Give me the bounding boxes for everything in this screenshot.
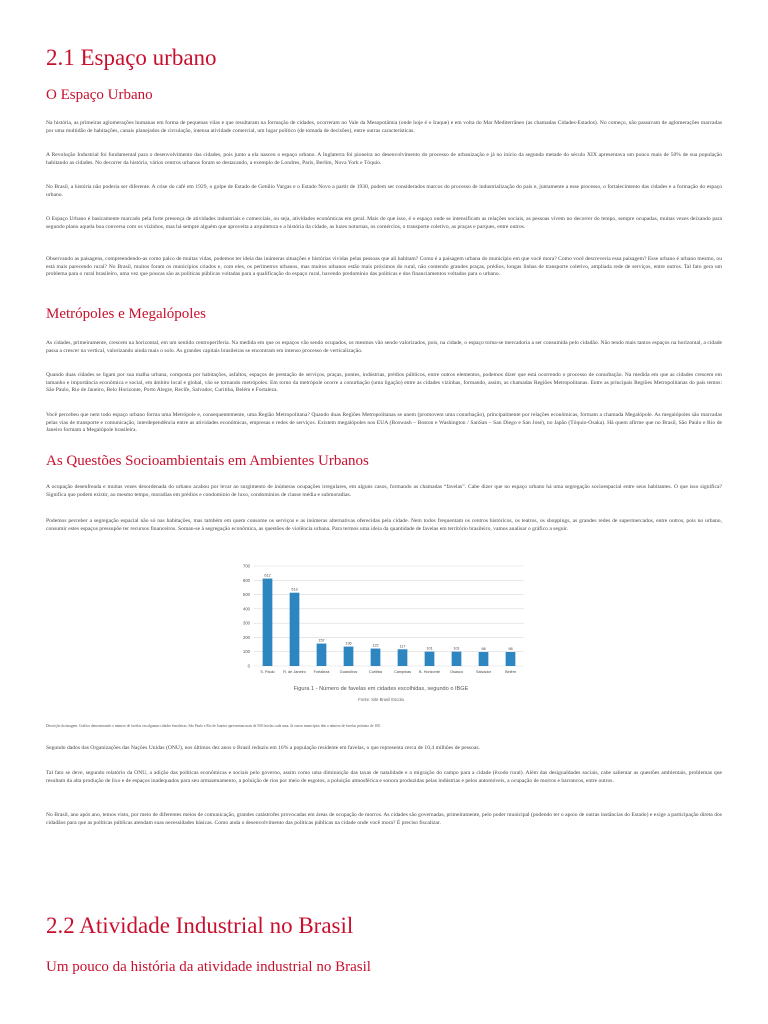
- paragraph: No Brasil, ano após ano, temos visto, por meio de diferentes meios de comunicação, grandes catástrofes provocadas em áreas de ocupação de morros. As cidades são governadas, primeiramente, pelo poder municipal (podendo ter o apoio de outras instâncias do Estado) e exige a participação direta dos cidadãos para que as políticas públicas atendam suas necessidades básicas. Como anda o desenvolvimento das políticas públicas na cidade onde você mora? É preciso fiscalizar.: [46, 812, 722, 826]
- paragraph: Tal fato se deve, segundo relatório da ONU, a adição das políticas econômicas e sociais pelo governo, assim como uma diminuição das taxas de natalidade e a migração do campo para a cidade (êxodo rural). Além das desigualdades sociais, cabe salientar as questões ambientais, problemas que resultam da alta produção de lixo e de espaços inadequados para seu armazenamento, a poluição de rios por meio de esgotos, a poluição atmosférica e sonora produzidas pelas indústrias e pelos automóveis, a ocupação de morros e barrancos, entre outros.: [46, 770, 722, 784]
- paragraph: A ocupação desenfreada e muitas vezes desordenada do urbano acabou por levar ao surgimento de inúmeras ocupações irregulares, em alguns casos, formando as chamadas “favelas”. Cabe dizer que no espaço urbano há uma segregação socioespacial entre seus habitantes. O que isso significa? Significa que podem existir, ao mesmo tempo, moradias em prédios e condomínio de luxo, condomínios de classe média e submoradias.: [46, 484, 722, 498]
- data-label: 98: [481, 647, 486, 651]
- bar: [317, 644, 327, 666]
- x-tick-label: Fortaleza: [313, 670, 330, 674]
- chart-svg: [232, 558, 530, 684]
- data-label: 513: [291, 587, 298, 592]
- paragraph: As cidades, primeiramente, crescem na horizontal, em um sentido centroperiferia. Na medida em que os espaços vão sendo ocupados, os mesmos vão sendo valorizados, pois, na cidade, o espaço torna-se mercadoria a ser consumida pelo cidadão. Não tendo mais tantos espaços na horizontal, a cidade passa a crescer na vertical, valorizando ainda mais o solo. As grandes capitais brasileiras se encontram em intenso processo de verticalização.: [46, 340, 722, 354]
- image-description: Descrição da imagem: Gráfico demonstrando o número de favelas em algumas cidades brasileiras. São Paulo e Rio de Janeiro apresentam mais de 500 favelas cada uma. Já outros municípios têm o número de favelas próximo de 100.: [46, 724, 381, 728]
- x-tick-label: S. Paulo: [260, 670, 275, 674]
- bar: [371, 649, 381, 666]
- x-tick-label: Curitiba: [368, 670, 383, 674]
- data-label: 612: [264, 573, 271, 578]
- y-tick-label: 500: [243, 592, 250, 598]
- section-title: 2.1 Espaço urbano: [46, 45, 217, 70]
- bar: [398, 649, 408, 666]
- data-label: 157: [318, 638, 325, 643]
- x-tick-label: B. Horizonte: [419, 670, 440, 674]
- data-label: 101: [453, 646, 460, 651]
- bar: [344, 647, 354, 666]
- paragraph: No Brasil, a história não poderia ser diferente. A crise do café em 1929, o golpe de Estado de Getúlio Vargas e o Estado Novo a partir de 1930, podem ser considerados marcos do processo de industrialização do país e, juntamente a esse processo, o fortalecimento das cidades e a formação do espaço urbano.: [46, 184, 722, 198]
- paragraph: A Revolução Industrial foi fundamental para o desenvolvimento das cidades, pois junto a ela nasceu o espaço urbano. A Inglaterra foi pioneira no desenvolvimento do processo de urbanização e já no início da segunda metade do século XIX apresentava um pouco mais de 50% de sua população habitando as cidades. No decorrer da história, vários centros urbanos foram se destacando, a exemplo de Londres, Paris, Berlim, Nova York e Tóquio.: [46, 152, 722, 166]
- paragraph: Segundo dados das Organizações das Nações Unidas (ONU), nos últimos dez anos o Brasil reduziu em 16% a população residente em favelas, o que representa cerca de 10,4 milhões de pessoas.: [46, 745, 480, 751]
- x-tick-label: Belém: [505, 670, 516, 674]
- bar: [452, 652, 462, 666]
- paragraph: Quando duas cidades se ligam por sua malha urbana, composta por habitações, asfaltos, espaços de prestação de serviços, praças, pontes, indústrias, prédios públicos, entre outros elementos, podemos dizer que está ocorrendo o processo de conurbação. Na medida em que as cidades crescem em tamanho e importância econômica e social, em âmbito local e global, vão se tornando metrópoles. Em torno da metrópole ocorre a conurbação (uma ligação) entre as cidades vizinhas, formando, assim, as chamadas Regiões Metropolitanas. Entre as principais Regiões Metropolitanas do país temos: São Paulo, Rio de Janeiro, Belo Horizonte, Porto Alegre, Recife, Salvador, Curitiba, Belém e Fortaleza.: [46, 372, 722, 394]
- bar: [290, 593, 300, 666]
- paragraph: Na história, as primeiras aglomerações humanas em forma de pequenas vilas e que resultaram na formação de cidades, ocorreram no Vale da Mesopotâmia (onde hoje é o Iraque) e em volta do Mar Mediterrâneo (as chamadas Cidades-Estados). No começo, não passavam de aglomerações marcadas por uma multidão de habitações, canais planejados de circulação, intensa atividade comercial, um lugar político (de tomada de decisões), entre outras características.: [46, 120, 722, 134]
- y-tick-label: 400: [243, 606, 250, 612]
- bar: [263, 579, 273, 666]
- bar: [506, 652, 516, 666]
- y-tick-label: 0: [247, 663, 250, 669]
- data-label: 98: [508, 647, 513, 651]
- paragraph: Observando as paisagens, compreendendo-as como palco de muitas vidas, podemos ter ideia das inúmeras situações e histórias vividas pelas pessoas que ali habitam? Como é a paisagem urbana do município em que você mora? Como você descreveria essa paisagem? Esse urbano é urbano mesmo, ou está mais parecendo rural? No Brasil, muitos foram os municípios criados e, com eles, os perímetros urbanos, mas muitos urbanos estão mais próximos do rural, não contendo grandes praças, prédios, longas linhas de transporte coletivo, ampliada rede de serviços, entre outros. Tal fato gera um problema para o rural brasileiro, uma vez que poucas são as políticas públicas voltadas para a qualificação do espaço rural, havendo predomínio das políticas e dos financiamentos voltados para o urbano.: [46, 256, 722, 278]
- favelas-bar-chart: [232, 558, 530, 718]
- data-label: 136: [345, 641, 352, 646]
- x-tick-label: R. de Janeiro: [283, 670, 306, 674]
- data-label: 117: [399, 644, 406, 649]
- y-tick-label: 600: [243, 577, 250, 583]
- y-tick-label: 200: [243, 634, 250, 640]
- data-label: 101: [426, 646, 433, 651]
- x-tick-label: Guarulhos: [339, 670, 358, 674]
- y-tick-label: 700: [243, 563, 250, 569]
- bar: [479, 652, 489, 666]
- x-tick-label: Osasco: [450, 670, 463, 674]
- bar: [425, 652, 435, 666]
- paragraph: O Espaço Urbano é basicamente marcado pela forte presença de atividades industriais e comerciais, ou seja, atividades econômicas em geral. Mais do que isso, é o espaço onde se intensificam as relações sociais, as pessoas vivem no decorrer do tempo, sempre ocupadas, muitas vezes deixando para segundo plano aquela boa conversa com os vizinhos, mas há sempre alguém que aproveita a arquitetura e a história da cidade, as luzes noturnas, os comércios, o transporte coletivo, as praças e parques, entre outros.: [46, 216, 722, 230]
- chart-caption: Figura 1 - Número de favelas em cidades escolhidas, segundo o IBGE: [293, 686, 469, 692]
- y-tick-label: 300: [243, 620, 250, 626]
- paragraph: Podemos perceber a segregação espacial não só nas habitações, mas também em quem consome os serviços e as inúmeras alternativas oferecidas pela cidade. Nem todos frequentam os centros históricos, os teatros, os shoppings, as grandes redes de supermercados, entre outros, pois no urbano, consumir estes espaços pressupõe ter recursos financeiros. Soman-se à segregação econômica, as questões de violência urbana. Para termos uma ideia da quantidade de favelas em território brasileiro, vamos analisar o gráfico a seguir.: [46, 518, 722, 532]
- x-tick-label: Salvador: [476, 670, 491, 674]
- subsection-heading-socioambientais: As Questões Socioambientais em Ambientes Urbanos: [46, 453, 369, 469]
- section-title-2: 2.2 Atividade Industrial no Brasil: [46, 913, 354, 938]
- subsection-heading-espaco-urbano: O Espaço Urbano: [46, 87, 153, 103]
- paragraph: Você percebeu que nem todo espaço urbano forma uma Metrópole e, consequentemente, uma Região Metropolitana? Quando duas Regiões Metropolitanas se unem (promovem uma conurbação), principalmente por relações econômicas, formam a chamada Megalópole. As megalópoles são marcadas pelas vias de transporte e comunicação, interdependência entre as atividades econômicas, empresas e redes de serviços. Existem megalópoles nos EUA (Boswash – Boston e Washington / SanSan – San Diego e San José), no Japão (Tóquio-Osaka). Há quem afirme que no Brasil, São Paulo e Rio de Janeiro formam a Megalópole brasileira.: [46, 412, 722, 434]
- y-tick-label: 100: [243, 649, 250, 655]
- subsection-heading-historia-industrial: Um pouco da história da atividade industrial no Brasil: [46, 959, 371, 975]
- data-label: 122: [372, 643, 379, 648]
- subsection-heading-metropoles: Metrópoles e Megalópoles: [46, 306, 206, 322]
- x-tick-label: Campinas: [393, 670, 412, 674]
- chart-source: Fonte: Site Brasil Escola: [358, 697, 404, 702]
